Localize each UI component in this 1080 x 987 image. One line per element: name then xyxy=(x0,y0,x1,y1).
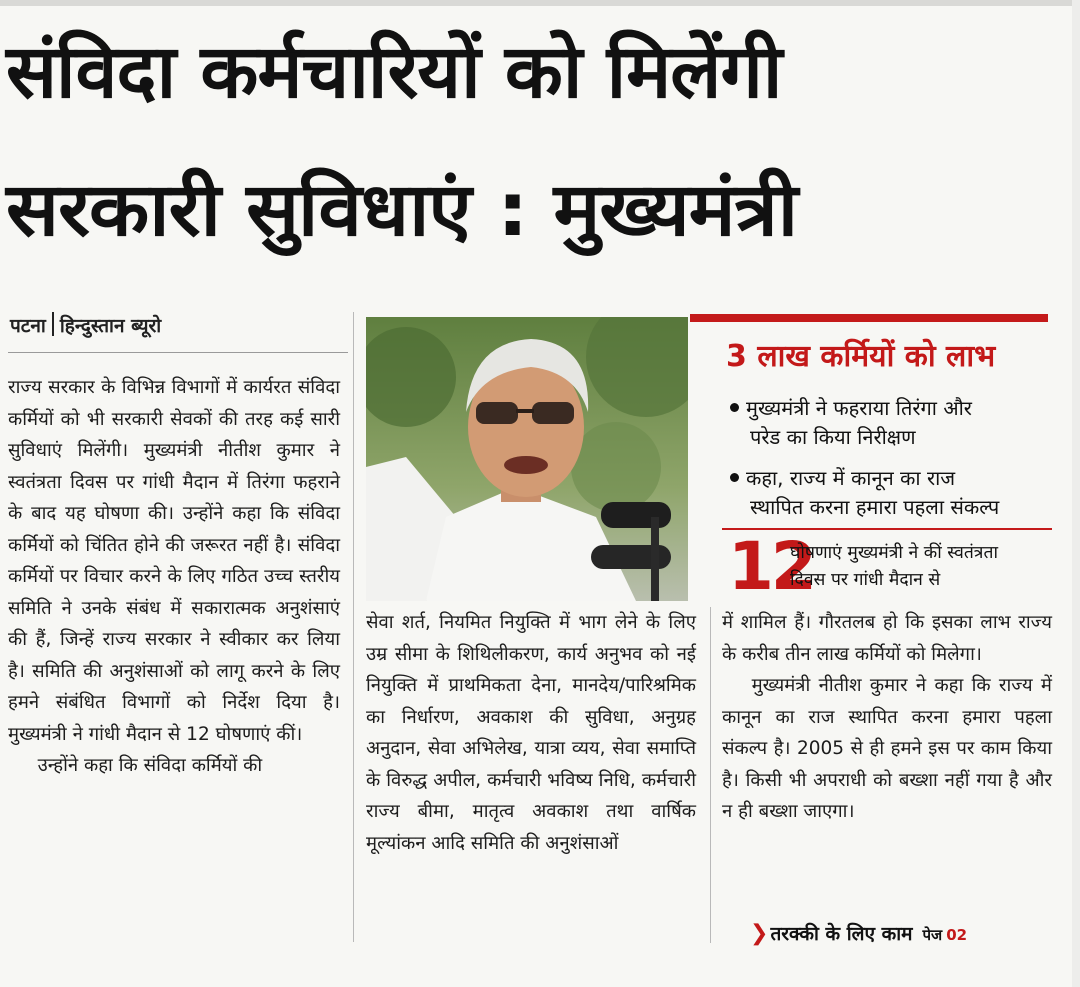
article-column-2 xyxy=(366,607,696,859)
dateline-place: पटना xyxy=(10,315,46,337)
bullet-dot xyxy=(730,473,739,482)
chevron-right-icon: ❯ xyxy=(750,921,769,946)
chief-minister-photo xyxy=(366,317,688,601)
top-border xyxy=(0,0,1080,6)
headline-line-2: सरकारी सुविधाएं : मुख्यमंत्री xyxy=(6,167,798,253)
article-paragraph: सेवा शर्त, नियमित नियुक्ति में भाग लेने के लिए उम्र सीमा के शिथिलीकरण, कार्य अनुभव को नई नियुक्ति में प्राथमिकता देना, मानदेय/पारिश्रमिक का निर्धारण, अवकाश की सुविधा, अनुग्रह अनुदान, सेवा अभिलेख, यात्रा व्यय, सेवा समाप्ति के विरुद्ध अपील, कर्मचारी भविष्य निधि, कर्मचारी राज्य बीमा, मातृत्व अवकाश तथा वार्षिक मूल्यांकन आदि समिति की अनुशंसाओं xyxy=(366,612,696,854)
bullet-dot xyxy=(730,403,739,412)
dateline xyxy=(10,312,161,338)
highlight-text: मुख्यमंत्री ने फहराया तिरंगा और xyxy=(746,396,972,420)
continuation-title: तरक्की के लिए काम xyxy=(770,923,913,945)
announcement-count: 12 xyxy=(728,528,814,605)
article-paragraph: मुख्यमंत्री नीतीश कुमार ने कहा कि राज्य में कानून का राज स्थापित करना हमारा पहला संकल्प है। 2005 से ही हमने इस पर काम किया है। किसी भी अपराधी को बख्शा नहीं गया है और न ही बख्शा जाएगा। xyxy=(722,675,1052,822)
page-label: पेज xyxy=(922,926,943,944)
announcement-text-line-2: दिवस पर गांधी मैदान से xyxy=(790,570,941,590)
dateline-rule xyxy=(8,352,348,353)
headline-line-1: संविदा कर्मचारियों को मिलेंगी xyxy=(6,29,782,115)
highlight-bullet-continuation: परेड का किया निरीक्षण xyxy=(750,425,916,449)
page-edge xyxy=(1072,0,1080,987)
highlight-bullet xyxy=(730,464,955,492)
article-paragraph: उन्होंने कहा कि संविदा कर्मियों की xyxy=(37,755,263,776)
highlights-title: 3 लाख कर्मियों को लाभ xyxy=(726,339,996,374)
announcement-text-line-1: घोषणाएं मुख्यमंत्री ने कीं स्वतंत्रता xyxy=(790,543,998,563)
highlight-bullet xyxy=(730,394,972,422)
highlight-text: कहा, राज्य में कानून का राज xyxy=(746,466,956,490)
article-column-3 xyxy=(722,607,1052,828)
highlight-bullet-continuation: स्थापित करना हमारा पहला संकल्प xyxy=(750,495,1000,519)
column-divider xyxy=(710,607,711,943)
continuation-reference[interactable] xyxy=(750,920,967,946)
highlights-top-bar xyxy=(690,314,1048,322)
article-column-1 xyxy=(8,372,340,782)
dateline-source: हिन्दुस्तान ब्यूरो xyxy=(59,315,162,337)
article-paragraph: में शामिल हैं। गौरतलब हो कि इसका लाभ राज्य के करीब तीन लाख कर्मियों को मिलेगा। xyxy=(722,612,1052,665)
photo-illustration xyxy=(366,317,688,601)
dateline-divider xyxy=(52,312,54,336)
column-divider xyxy=(353,312,354,942)
page-number: 02 xyxy=(946,926,968,944)
article-paragraph: राज्य सरकार के विभिन्न विभागों में कार्यरत संविदा कर्मियों को भी सरकारी सेवकों की तरह कई सारी सुविधाएं मिलेंगी। मुख्यमंत्री नीतीश कुमार ने स्वतंत्रता दिवस पर गांधी मैदान में तिरंगा फहराने के बाद यह घोषणा की। उन्होंने कहा कि संविदा कर्मियों को चिंतित होने की जरूरत नहीं है। संविदा कर्मियों पर विचार करने के लिए गठित उच्च स्तरीय समिति ने उनके संबंध में सकारात्मक अनुशंसाएं की हैं, जिन्हें राज्य सरकार ने स्वीकार कर लिया है। समिति की अनुशंसाओं को लागू करने के लिए हमने संबंधित विभागों को निर्देश दिया है। मुख्यमंत्री ने गांधी मैदान से 12 घोषणाएं कीं। xyxy=(8,377,340,745)
